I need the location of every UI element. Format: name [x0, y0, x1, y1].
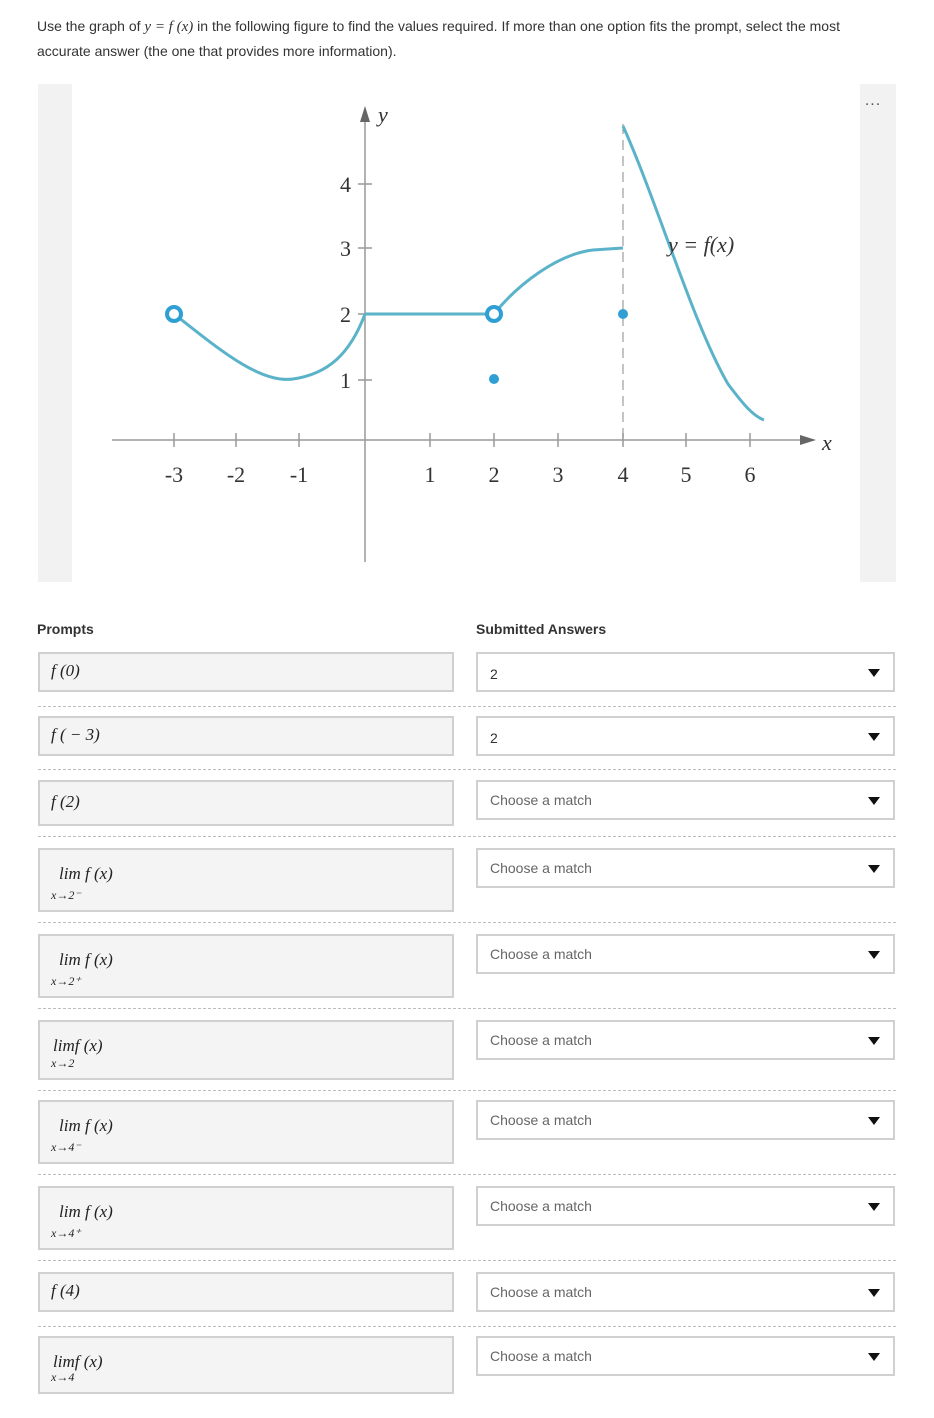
- prompt-text: f (4): [51, 1281, 80, 1300]
- answer-select[interactable]: [476, 934, 895, 974]
- answer-selected-value: Choose a match: [490, 1284, 592, 1300]
- closed-point-x4: [618, 309, 628, 319]
- x-axis-label: x: [822, 430, 832, 455]
- dropdown-arrow-icon: [868, 733, 880, 741]
- answer-select[interactable]: [476, 652, 895, 692]
- dropdown-arrow-icon: [868, 1117, 880, 1125]
- answer-selected-value: Choose a match: [490, 1032, 592, 1048]
- prompt-box[interactable]: [38, 1336, 454, 1394]
- prompt-limit-subscript: x→4: [51, 1370, 75, 1384]
- prompt-text: lim f (x): [59, 1202, 113, 1221]
- x-tick-label: 1: [424, 462, 436, 487]
- dropdown-arrow-icon: [868, 1037, 880, 1045]
- dropdown-arrow-icon: [868, 1289, 880, 1297]
- prompt-box[interactable]: [38, 1100, 454, 1164]
- prompt-text: lim f (x): [59, 864, 113, 883]
- prompt-limit-subscript: x→2⁻: [51, 888, 81, 902]
- y-tick-label: 4: [340, 172, 351, 197]
- y-axis-arrow: [360, 106, 370, 122]
- row-separator: [38, 706, 896, 707]
- curve-segment-falling: [623, 126, 764, 420]
- open-point-x2: [487, 307, 501, 321]
- instructions-before: Use the graph of: [37, 18, 145, 34]
- row-separator: [38, 836, 896, 837]
- prompt-box[interactable]: [38, 1020, 454, 1080]
- graph-svg: [38, 84, 896, 582]
- instructions-math: y = f (x): [144, 19, 194, 35]
- y-tick-label: 1: [340, 368, 351, 393]
- prompt-limit-subscript: x→4⁺: [51, 1226, 81, 1240]
- y-tick-label: 3: [340, 236, 351, 261]
- x-tick-label: 4: [617, 462, 629, 487]
- dropdown-arrow-icon: [868, 865, 880, 873]
- prompts-header: Prompts: [37, 621, 94, 637]
- prompt-text: lim f (x): [59, 950, 113, 969]
- prompt-box[interactable]: [38, 1272, 454, 1312]
- answer-select[interactable]: [476, 848, 895, 888]
- prompt-box[interactable]: [38, 780, 454, 826]
- answers-header: Submitted Answers: [476, 621, 607, 637]
- answer-selected-value: 2: [490, 730, 498, 746]
- answer-selected-value: Choose a match: [490, 1198, 592, 1214]
- answer-selected-value: Choose a match: [490, 792, 592, 808]
- prompt-box[interactable]: [38, 1186, 454, 1250]
- prompt-text: lim f (x): [59, 1116, 113, 1135]
- x-axis-arrow: [800, 435, 816, 445]
- curve-segment-rising: [494, 248, 623, 314]
- dropdown-arrow-icon: [868, 797, 880, 805]
- curve-segment-left: [174, 314, 365, 379]
- x-tick-label: -3: [164, 462, 184, 487]
- x-tick-label: 3: [552, 462, 564, 487]
- prompt-text: limf (x): [53, 1352, 103, 1371]
- answer-select[interactable]: [476, 1272, 895, 1312]
- dropdown-arrow-icon: [868, 669, 880, 677]
- dropdown-arrow-icon: [868, 1353, 880, 1361]
- answer-selected-value: Choose a match: [490, 860, 592, 876]
- y-axis-label: y: [378, 102, 388, 127]
- x-tick-label: 2: [488, 462, 500, 487]
- more-options-icon[interactable]: ...: [864, 92, 882, 109]
- answer-select[interactable]: [476, 716, 895, 756]
- x-tick-label: -1: [289, 462, 309, 487]
- answer-selected-value: 2: [490, 666, 498, 682]
- answer-select[interactable]: [476, 1336, 895, 1376]
- open-point-left: [167, 307, 181, 321]
- prompt-box[interactable]: [38, 652, 454, 692]
- answer-select[interactable]: [476, 1100, 895, 1140]
- prompt-text: f (0): [51, 661, 80, 680]
- prompt-text: f (2): [51, 792, 80, 811]
- curve-label: y = f(x): [668, 232, 735, 257]
- answer-selected-value: Choose a match: [490, 1348, 592, 1364]
- answer-selected-value: Choose a match: [490, 1112, 592, 1128]
- y-tick-label: 2: [340, 302, 351, 327]
- prompt-box[interactable]: [38, 848, 454, 912]
- x-tick-label: 5: [680, 462, 692, 487]
- prompt-box[interactable]: [38, 934, 454, 998]
- x-tick-label: -2: [226, 462, 246, 487]
- prompt-limit-subscript: x→2⁺: [51, 974, 81, 988]
- row-separator: [38, 1326, 896, 1327]
- closed-point-x2: [489, 374, 499, 384]
- prompt-text: limf (x): [53, 1036, 103, 1055]
- row-separator: [38, 1174, 896, 1175]
- row-separator: [38, 922, 896, 923]
- answer-selected-value: Choose a match: [490, 946, 592, 962]
- answer-select[interactable]: [476, 1020, 895, 1060]
- answer-select[interactable]: [476, 1186, 895, 1226]
- prompt-box[interactable]: [38, 716, 454, 756]
- prompt-text: f ( − 3): [51, 725, 100, 744]
- prompt-limit-subscript: x→4⁻: [51, 1140, 81, 1154]
- row-separator: [38, 769, 896, 770]
- row-separator: [38, 1008, 896, 1009]
- graph-figure: [38, 84, 896, 582]
- instructions-text: [37, 14, 877, 63]
- x-tick-label: 6: [744, 462, 756, 487]
- dropdown-arrow-icon: [868, 1203, 880, 1211]
- prompt-limit-subscript: x→2: [51, 1056, 75, 1070]
- answer-select[interactable]: [476, 780, 895, 820]
- instructions-after: in the following figure to find the values required. If more than one option fits the prompt, select the most accurate answer (the one that provides more information).: [37, 18, 840, 59]
- row-separator: [38, 1260, 896, 1261]
- dropdown-arrow-icon: [868, 951, 880, 959]
- row-separator: [38, 1090, 896, 1091]
